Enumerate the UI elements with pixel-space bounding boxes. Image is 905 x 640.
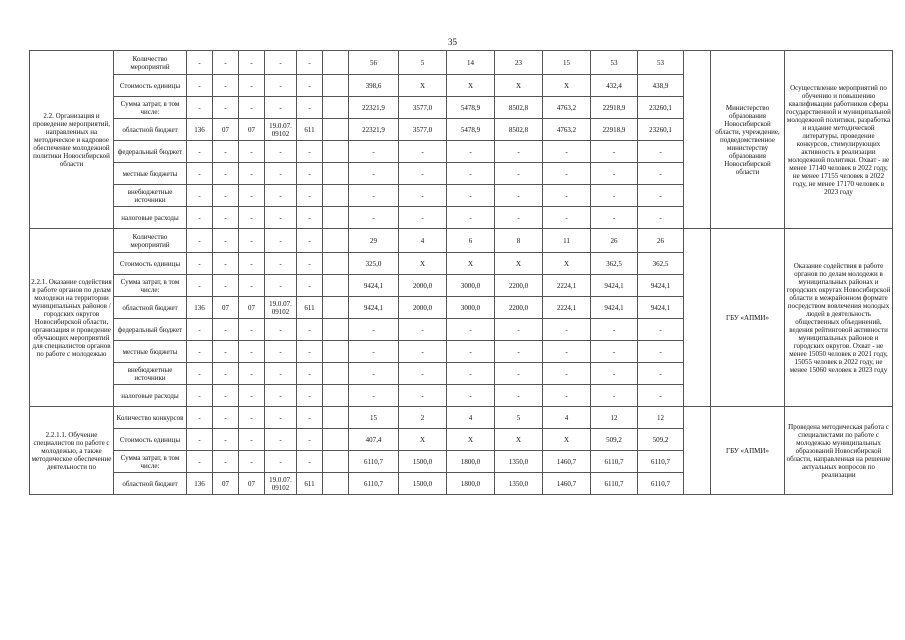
value-cell: -: [591, 385, 638, 407]
budget-code-cell: -: [213, 163, 239, 185]
value-cell: -: [447, 207, 495, 229]
executor-cell: ГБУ «АПМИ»: [711, 407, 785, 495]
row-label: внебюджетные источники: [114, 363, 187, 385]
table-row: [30, 407, 893, 429]
value-cell: 2200,0: [495, 297, 543, 319]
value-cell: 6: [447, 229, 495, 253]
value-cell: X: [447, 253, 495, 275]
result-cell: Проведена методическая работа с специалистами по работе с молодежью муниципальных образований Новосибирской области, направленная на решение актуальных вопросов по реализации: [785, 407, 893, 495]
value-cell: 22918,9: [591, 97, 638, 119]
value-cell: 3000,0: [447, 297, 495, 319]
budget-code-cell: -: [187, 319, 213, 341]
budget-code-cell: 136: [187, 119, 213, 141]
page-number: 35: [448, 37, 457, 47]
budget-code-cell: -: [297, 451, 323, 473]
value-cell: 9424,1: [349, 297, 399, 319]
budget-code-cell: -: [265, 229, 297, 253]
value-cell: -: [495, 163, 543, 185]
value-cell: 509,2: [591, 429, 638, 451]
value-cell: 2000,0: [399, 297, 447, 319]
budget-code-cell: -: [187, 385, 213, 407]
budget-code-cell: 07: [213, 297, 239, 319]
value-cell: -: [495, 363, 543, 385]
value-cell: 12: [638, 407, 684, 429]
value-cell: X: [495, 75, 543, 97]
value-cell: 1500,0: [399, 473, 447, 495]
budget-code-cell: -: [239, 207, 265, 229]
budget-code-cell: -: [213, 97, 239, 119]
budget-code-cell: -: [297, 429, 323, 451]
empty-cell: [323, 407, 349, 429]
value-cell: -: [349, 363, 399, 385]
value-cell: -: [638, 341, 684, 363]
value-cell: -: [591, 141, 638, 163]
budget-code-cell: -: [187, 363, 213, 385]
budget-code-cell: -: [239, 51, 265, 75]
budget-code-cell: -: [187, 229, 213, 253]
value-cell: -: [543, 363, 591, 385]
empty-cell: [323, 207, 349, 229]
value-cell: 6110,7: [638, 473, 684, 495]
value-cell: X: [447, 429, 495, 451]
budget-code-cell: -: [239, 253, 265, 275]
value-cell: -: [349, 163, 399, 185]
value-cell: 26: [591, 229, 638, 253]
value-cell: X: [495, 429, 543, 451]
value-cell: 6110,7: [591, 451, 638, 473]
budget-code-cell: -: [239, 97, 265, 119]
value-cell: -: [447, 141, 495, 163]
value-cell: 4763,2: [543, 97, 591, 119]
value-cell: 5: [495, 407, 543, 429]
value-cell: 8502,8: [495, 97, 543, 119]
empty-cell: [323, 275, 349, 297]
value-cell: 23: [495, 51, 543, 75]
row-label: Сумма затрат, в том числе:: [114, 97, 187, 119]
budget-code-cell: -: [239, 407, 265, 429]
value-cell: -: [447, 163, 495, 185]
budget-code-cell: -: [265, 185, 297, 207]
budget-code-cell: 07: [213, 473, 239, 495]
activity-name: 2.2.1.1. Обучение специалистов по работе с молодежью, а также методическое обеспечение деятельности по: [30, 407, 114, 495]
budget-code-cell: -: [213, 385, 239, 407]
budget-code-cell: -: [213, 341, 239, 363]
empty-cell: [323, 473, 349, 495]
value-cell: X: [543, 429, 591, 451]
budget-code-cell: -: [187, 97, 213, 119]
budget-code-cell: 07: [239, 473, 265, 495]
budget-code-cell: -: [239, 163, 265, 185]
budget-code-cell: -: [265, 451, 297, 473]
budget-code-cell: 611: [297, 297, 323, 319]
budget-code-cell: -: [297, 185, 323, 207]
budget-code-cell: -: [297, 141, 323, 163]
value-cell: 9424,1: [349, 275, 399, 297]
budget-code-cell: -: [239, 363, 265, 385]
budget-code-cell: -: [239, 385, 265, 407]
value-cell: 15: [349, 407, 399, 429]
table-row: [30, 51, 893, 75]
value-cell: -: [638, 141, 684, 163]
budget-code-cell: -: [187, 407, 213, 429]
budget-code-cell: -: [297, 229, 323, 253]
row-label: Количество мероприятий: [114, 229, 187, 253]
value-cell: -: [543, 141, 591, 163]
value-cell: -: [543, 185, 591, 207]
budget-code-cell: -: [265, 141, 297, 163]
value-cell: 2224,1: [543, 275, 591, 297]
budget-code-cell: -: [297, 341, 323, 363]
value-cell: 53: [638, 51, 684, 75]
value-cell: -: [399, 185, 447, 207]
value-cell: -: [447, 185, 495, 207]
table-row: [30, 229, 893, 253]
budget-code-cell: -: [297, 319, 323, 341]
value-cell: -: [638, 163, 684, 185]
empty-cell: [323, 97, 349, 119]
empty-cell: [323, 297, 349, 319]
value-cell: -: [399, 385, 447, 407]
value-cell: -: [638, 319, 684, 341]
value-cell: 1460,7: [543, 473, 591, 495]
budget-code-cell: 611: [297, 473, 323, 495]
empty-cell: [323, 451, 349, 473]
value-cell: 29: [349, 229, 399, 253]
budget-code-cell: -: [187, 141, 213, 163]
row-label: федеральный бюджет: [114, 141, 187, 163]
activity-name: 2.2.1. Оказание содействия в работе органов по делам молодежи на территории муниципальных районов /городских округов Новосибирской области, организация и проведение обучающих мероприятий для специалистов органов по работе с молодежью: [30, 229, 114, 407]
value-cell: -: [349, 319, 399, 341]
spacer-cell: [684, 51, 711, 229]
row-label: Сумма затрат, в том числе:: [114, 451, 187, 473]
value-cell: -: [543, 319, 591, 341]
budget-code-cell: -: [297, 51, 323, 75]
value-cell: 22918,9: [591, 119, 638, 141]
value-cell: 1460,7: [543, 451, 591, 473]
budget-code-cell: -: [265, 97, 297, 119]
value-cell: 6110,7: [349, 473, 399, 495]
row-label: Количество конкурсов: [114, 407, 187, 429]
value-cell: 23260,1: [638, 119, 684, 141]
budget-code-cell: -: [213, 141, 239, 163]
empty-cell: [323, 319, 349, 341]
value-cell: -: [349, 207, 399, 229]
budget-code-cell: -: [239, 141, 265, 163]
value-cell: -: [543, 163, 591, 185]
value-cell: -: [447, 363, 495, 385]
row-label: местные бюджеты: [114, 341, 187, 363]
value-cell: -: [399, 141, 447, 163]
value-cell: -: [349, 341, 399, 363]
budget-code-cell: -: [213, 253, 239, 275]
value-cell: -: [399, 163, 447, 185]
budget-code-cell: -: [265, 385, 297, 407]
budget-code-cell: -: [213, 207, 239, 229]
value-cell: 3577,0: [399, 97, 447, 119]
value-cell: -: [495, 319, 543, 341]
budget-code-cell: -: [265, 407, 297, 429]
value-cell: -: [638, 207, 684, 229]
row-label: налоговые расходы: [114, 207, 187, 229]
value-cell: X: [399, 75, 447, 97]
value-cell: 407,4: [349, 429, 399, 451]
value-cell: -: [447, 341, 495, 363]
value-cell: -: [591, 363, 638, 385]
value-cell: -: [638, 185, 684, 207]
budget-code-cell: 07: [239, 119, 265, 141]
value-cell: 5478,9: [447, 119, 495, 141]
budget-code-cell: -: [265, 163, 297, 185]
value-cell: -: [399, 207, 447, 229]
budget-code-cell: -: [213, 229, 239, 253]
budget-code-cell: -: [297, 75, 323, 97]
value-cell: -: [495, 185, 543, 207]
empty-cell: [323, 385, 349, 407]
value-cell: 4: [399, 229, 447, 253]
activity-name: 2.2. Организация и проведение мероприятий, направленных на методическое и кадровое обеспечение молодежной политики Новосибирской области: [30, 51, 114, 229]
budget-code-cell: -: [213, 75, 239, 97]
value-cell: X: [399, 429, 447, 451]
value-cell: X: [399, 253, 447, 275]
budget-code-cell: -: [187, 451, 213, 473]
budget-code-cell: -: [213, 451, 239, 473]
value-cell: 9424,1: [591, 275, 638, 297]
value-cell: 23260,1: [638, 97, 684, 119]
budget-code-cell: -: [187, 275, 213, 297]
value-cell: 2: [399, 407, 447, 429]
budget-code-cell: -: [239, 75, 265, 97]
row-label: областной бюджет: [114, 297, 187, 319]
budget-code-cell: -: [265, 75, 297, 97]
result-cell: Оказание содействия в работе органов по делам молодежи в муниципальных районах и городских округах Новосибирской области в межрайонном формате посредством вовлечения молодых людей в деятельность общественных объединений, ведения рейтинговой активности муниципальных районов и городских округов. Охват - не менее 15050 человек в 2021 году, 15055 человек в 2022 году, не менее 15060 человек в 2023 году: [785, 229, 893, 407]
spacer-cell: [684, 229, 711, 407]
budget-code-cell: 19.0.07. 09102: [265, 473, 297, 495]
value-cell: 1800,0: [447, 451, 495, 473]
budget-code-cell: 07: [239, 297, 265, 319]
value-cell: X: [495, 253, 543, 275]
budget-code-cell: -: [187, 207, 213, 229]
value-cell: 5: [399, 51, 447, 75]
budget-code-cell: -: [239, 275, 265, 297]
budget-code-cell: -: [239, 429, 265, 451]
value-cell: 1500,0: [399, 451, 447, 473]
value-cell: -: [349, 141, 399, 163]
row-label: Количество мероприятий: [114, 51, 187, 75]
row-label: налоговые расходы: [114, 385, 187, 407]
value-cell: 9424,1: [638, 275, 684, 297]
value-cell: -: [495, 141, 543, 163]
value-cell: -: [399, 341, 447, 363]
budget-code-cell: -: [265, 253, 297, 275]
budget-code-cell: -: [187, 253, 213, 275]
value-cell: -: [638, 385, 684, 407]
row-label: федеральный бюджет: [114, 319, 187, 341]
budget-code-cell: -: [265, 363, 297, 385]
empty-cell: [323, 51, 349, 75]
executor-cell: Министерство образования Новосибирской области, учреждение, подведомственное министерству образования Новосибирской области: [711, 51, 785, 229]
value-cell: 3000,0: [447, 275, 495, 297]
budget-code-cell: -: [239, 319, 265, 341]
value-cell: -: [495, 385, 543, 407]
empty-cell: [323, 163, 349, 185]
budget-code-cell: -: [265, 275, 297, 297]
value-cell: -: [399, 319, 447, 341]
value-cell: 9424,1: [591, 297, 638, 319]
value-cell: 4: [447, 407, 495, 429]
spacer-cell: [684, 407, 711, 495]
empty-cell: [323, 429, 349, 451]
value-cell: 6110,7: [591, 473, 638, 495]
value-cell: -: [349, 385, 399, 407]
budget-code-cell: -: [297, 97, 323, 119]
row-label: областной бюджет: [114, 473, 187, 495]
value-cell: 6110,7: [638, 451, 684, 473]
empty-cell: [323, 141, 349, 163]
value-cell: X: [543, 253, 591, 275]
value-cell: -: [591, 319, 638, 341]
value-cell: 2224,1: [543, 297, 591, 319]
budget-code-cell: -: [187, 185, 213, 207]
row-label: Стоимость единицы: [114, 253, 187, 275]
value-cell: -: [638, 363, 684, 385]
budget-code-cell: -: [187, 75, 213, 97]
empty-cell: [323, 253, 349, 275]
value-cell: 4: [543, 407, 591, 429]
budget-code-cell: -: [239, 229, 265, 253]
budget-table: [29, 50, 893, 495]
budget-code-cell: 611: [297, 119, 323, 141]
budget-code-cell: -: [297, 163, 323, 185]
empty-cell: [323, 185, 349, 207]
budget-code-cell: 136: [187, 473, 213, 495]
budget-code-cell: -: [213, 275, 239, 297]
value-cell: 22321,9: [349, 97, 399, 119]
budget-code-cell: -: [239, 185, 265, 207]
row-label: местные бюджеты: [114, 163, 187, 185]
value-cell: 509,2: [638, 429, 684, 451]
budget-code-cell: -: [265, 319, 297, 341]
value-cell: 438,9: [638, 75, 684, 97]
value-cell: -: [447, 385, 495, 407]
value-cell: 4763,2: [543, 119, 591, 141]
budget-code-cell: -: [297, 385, 323, 407]
budget-code-cell: -: [187, 51, 213, 75]
value-cell: 2200,0: [495, 275, 543, 297]
value-cell: 362,5: [591, 253, 638, 275]
empty-cell: [323, 75, 349, 97]
budget-code-cell: 136: [187, 297, 213, 319]
budget-code-cell: -: [297, 363, 323, 385]
empty-cell: [323, 119, 349, 141]
value-cell: -: [591, 341, 638, 363]
budget-code-cell: -: [187, 163, 213, 185]
row-label: Стоимость единицы: [114, 75, 187, 97]
budget-code-cell: 19.0.07. 09102: [265, 297, 297, 319]
value-cell: 398,6: [349, 75, 399, 97]
value-cell: 1350,0: [495, 451, 543, 473]
result-cell: Осуществление мероприятий по обучению и повышению квалификации работников сферы государственной и муниципальной молодежной политики, разработка и издание методической литературы, проведение конкурсов, стимулирующих активность в реализации молодежной политики. Охват - не менее 17140 человек в 2022 году, не менее 17155 человек в 2022 году, не менее 17170 человек в 2023 году: [785, 51, 893, 229]
value-cell: 9424,1: [638, 297, 684, 319]
value-cell: -: [495, 341, 543, 363]
value-cell: 1800,0: [447, 473, 495, 495]
value-cell: -: [495, 207, 543, 229]
budget-code-cell: -: [187, 341, 213, 363]
value-cell: -: [591, 163, 638, 185]
budget-code-cell: -: [297, 407, 323, 429]
value-cell: -: [399, 363, 447, 385]
empty-cell: [323, 363, 349, 385]
budget-code-cell: 19.0.07. 09102: [265, 119, 297, 141]
budget-code-cell: -: [265, 429, 297, 451]
value-cell: 8: [495, 229, 543, 253]
value-cell: 26: [638, 229, 684, 253]
budget-code-cell: -: [213, 363, 239, 385]
budget-code-cell: -: [213, 185, 239, 207]
value-cell: X: [543, 75, 591, 97]
value-cell: 8502,8: [495, 119, 543, 141]
value-cell: 14: [447, 51, 495, 75]
value-cell: 325,0: [349, 253, 399, 275]
row-label: областной бюджет: [114, 119, 187, 141]
executor-cell: ГБУ «АПМИ»: [711, 229, 785, 407]
value-cell: 3577,0: [399, 119, 447, 141]
value-cell: 5478,9: [447, 97, 495, 119]
value-cell: 12: [591, 407, 638, 429]
budget-code-cell: -: [213, 51, 239, 75]
budget-code-cell: -: [265, 51, 297, 75]
budget-code-cell: -: [297, 253, 323, 275]
budget-code-cell: -: [187, 429, 213, 451]
budget-code-cell: -: [265, 207, 297, 229]
value-cell: -: [591, 207, 638, 229]
budget-code-cell: -: [239, 451, 265, 473]
value-cell: -: [543, 341, 591, 363]
budget-code-cell: -: [213, 407, 239, 429]
budget-code-cell: -: [213, 429, 239, 451]
value-cell: -: [543, 385, 591, 407]
value-cell: 56: [349, 51, 399, 75]
value-cell: 362,5: [638, 253, 684, 275]
value-cell: 432,4: [591, 75, 638, 97]
value-cell: 2000,0: [399, 275, 447, 297]
value-cell: -: [591, 185, 638, 207]
budget-code-cell: -: [265, 341, 297, 363]
empty-cell: [323, 341, 349, 363]
budget-code-cell: -: [297, 275, 323, 297]
budget-code-cell: -: [239, 341, 265, 363]
value-cell: -: [543, 207, 591, 229]
value-cell: -: [349, 185, 399, 207]
value-cell: 53: [591, 51, 638, 75]
value-cell: 1350,0: [495, 473, 543, 495]
row-label: Сумма затрат, в том числе:: [114, 275, 187, 297]
budget-code-cell: -: [213, 319, 239, 341]
value-cell: 22321,9: [349, 119, 399, 141]
row-label: внебюджетные источники: [114, 185, 187, 207]
value-cell: 11: [543, 229, 591, 253]
row-label: Стоимость единицы: [114, 429, 187, 451]
budget-code-cell: 07: [213, 119, 239, 141]
value-cell: X: [447, 75, 495, 97]
value-cell: -: [447, 319, 495, 341]
budget-code-cell: -: [297, 207, 323, 229]
value-cell: 15: [543, 51, 591, 75]
value-cell: 6110,7: [349, 451, 399, 473]
empty-cell: [323, 229, 349, 253]
